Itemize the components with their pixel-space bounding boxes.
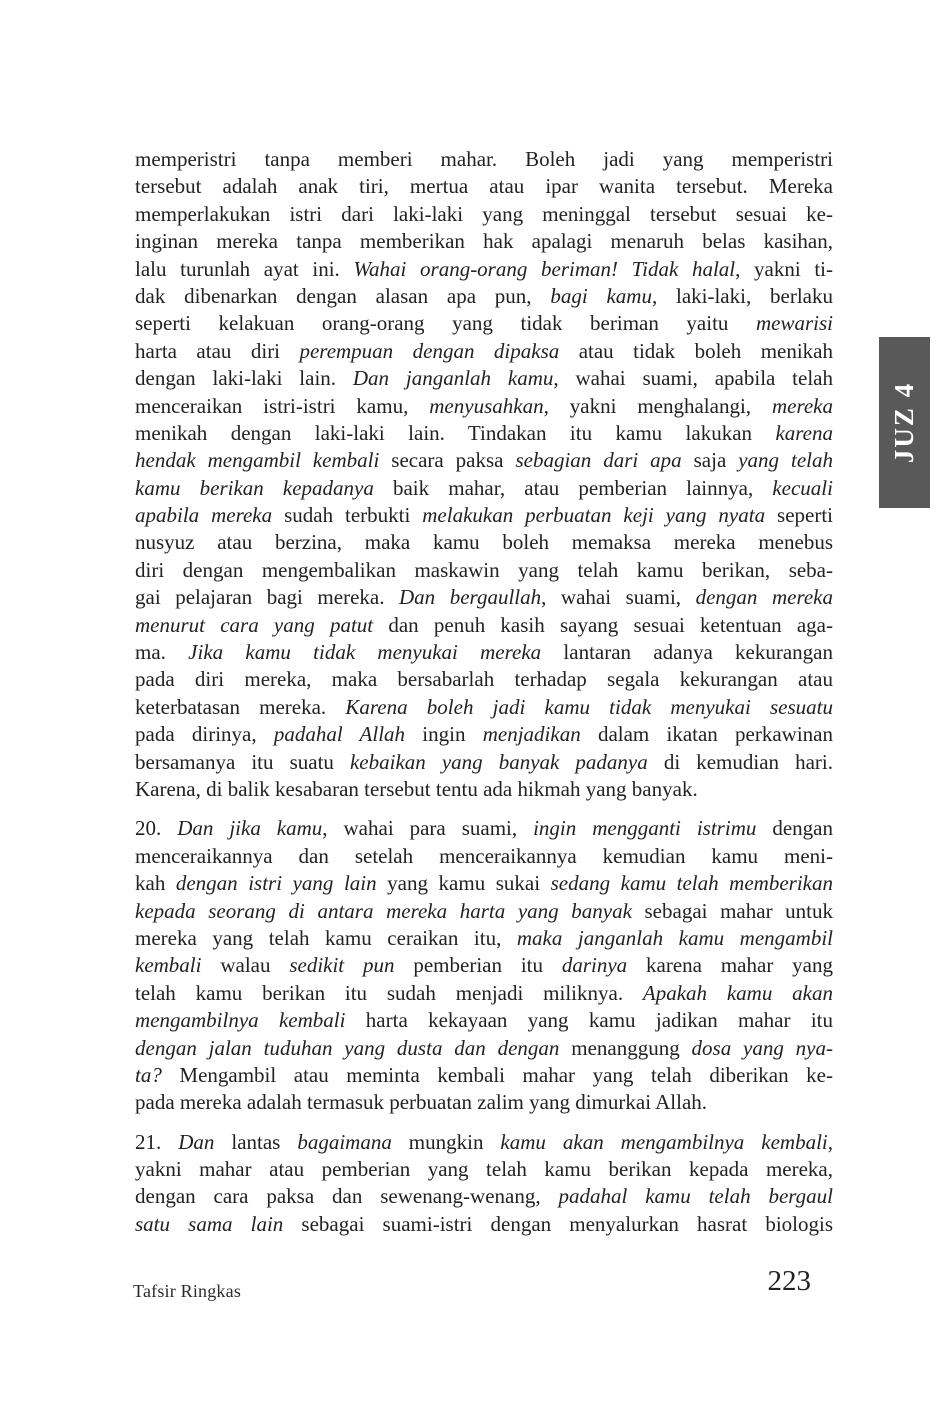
text-line bbox=[135, 420, 833, 447]
text-line bbox=[135, 310, 833, 337]
tafsir-text: atau tidak boleh menikah bbox=[559, 338, 833, 363]
quran-translation-text: kamu akan mengambilnya kembali, bbox=[500, 1129, 833, 1154]
text-line bbox=[135, 721, 833, 748]
quran-translation-text: dengan jalan tuduhan yang dusta dan dengan bbox=[135, 1035, 560, 1060]
tafsir-text: , laki-laki, berlaku bbox=[651, 283, 833, 308]
tafsir-text: yang kamu sukai bbox=[376, 871, 551, 896]
text-line bbox=[135, 898, 833, 925]
text-line bbox=[135, 173, 833, 200]
quran-translation-text: kamu berikan kepadanya bbox=[135, 475, 374, 500]
quran-translation-text: apabila mereka bbox=[135, 503, 273, 528]
tafsir-text: bersamanya itu suatu bbox=[135, 749, 350, 774]
quran-translation-text: darinya bbox=[561, 953, 628, 978]
tafsir-text: , yakni ti- bbox=[735, 256, 833, 281]
quran-translation-text: Dan bergaullah bbox=[399, 585, 542, 610]
tafsir-text: diri dengan mengembalikan maskawin yang telah kamu berikan, seba- bbox=[135, 557, 833, 582]
quran-translation-text: Jika kamu tidak menyukai mereka bbox=[188, 640, 542, 665]
text-line bbox=[135, 870, 833, 897]
tafsir-text: Mengambil atau meminta kembali mahar yang telah diberikan ke- bbox=[161, 1062, 833, 1087]
quran-translation-text: menjadikan bbox=[482, 722, 581, 747]
tafsir-text: sudah terbukti bbox=[272, 503, 423, 528]
quran-translation-text: bagaimana bbox=[297, 1129, 392, 1154]
tafsir-text: menikah dengan laki-laki lain. Tindakan itu kamu lakukan bbox=[135, 420, 776, 445]
tafsir-text: , wahai para suami, bbox=[322, 816, 534, 841]
tafsir-text: sebagai mahar untuk bbox=[631, 898, 833, 923]
tafsir-text: kah bbox=[135, 871, 176, 896]
quran-translation-text: Dan bbox=[178, 1129, 215, 1154]
text-line bbox=[135, 475, 833, 502]
quran-translation-text: mewarisi bbox=[755, 311, 833, 336]
text-line bbox=[135, 502, 833, 529]
quran-translation-text: maka janganlah kamu mengambil bbox=[516, 925, 833, 950]
text-line bbox=[135, 146, 833, 173]
tafsir-text: gai pelajaran bagi mereka. bbox=[135, 585, 400, 610]
text-line bbox=[135, 228, 833, 255]
tafsir-text: lantaran adanya kekurangan bbox=[541, 640, 833, 665]
quran-translation-text: menyusahkan bbox=[429, 393, 544, 418]
text-line bbox=[135, 256, 833, 283]
quran-translation-text: dengan istri yang lain bbox=[175, 871, 377, 896]
paragraph bbox=[135, 146, 833, 803]
text-line bbox=[135, 925, 833, 952]
text-line bbox=[135, 1062, 833, 1089]
quran-translation-text: ingin mengganti istrimu bbox=[533, 816, 757, 841]
quran-translation-text: padahal kamu telah bergaul bbox=[558, 1184, 833, 1209]
tafsir-text: tersebut adalah anak tiri, mertua atau ipar wanita tersebut. Mereka bbox=[135, 174, 833, 199]
quran-translation-text: dosa yang nya- bbox=[691, 1035, 833, 1060]
quran-translation-text: menurut cara yang patut bbox=[135, 612, 374, 637]
juz-tab-label: JUZ 4 bbox=[889, 381, 920, 464]
tafsir-text: lalu turunlah ayat ini. bbox=[135, 256, 354, 281]
body-text bbox=[135, 146, 833, 1250]
quran-translation-text: Dan janganlah kamu bbox=[352, 366, 554, 391]
tafsir-text: ma. bbox=[135, 640, 189, 665]
tafsir-text: di kemudian hari. bbox=[647, 749, 833, 774]
tafsir-text: dak dibenarkan dengan alasan apa pun, bbox=[135, 283, 551, 308]
text-line bbox=[135, 557, 833, 584]
tafsir-text: menanggung bbox=[559, 1035, 692, 1060]
quran-translation-text: kembali bbox=[135, 953, 202, 978]
text-line bbox=[135, 1211, 833, 1238]
text-line bbox=[135, 393, 833, 420]
tafsir-text: pada dirinya, bbox=[135, 722, 274, 747]
text-line bbox=[135, 1007, 833, 1034]
tafsir-text: mereka yang telah kamu ceraikan itu, bbox=[135, 925, 517, 950]
tafsir-text: lantas bbox=[214, 1129, 298, 1154]
text-line bbox=[135, 365, 833, 392]
text-line bbox=[135, 843, 833, 870]
quran-translation-text: perempuan dengan dipaksa bbox=[299, 338, 560, 363]
quran-translation-text: karena bbox=[775, 420, 833, 445]
quran-translation-text: Wahai orang-orang beriman! Tidak halal bbox=[353, 256, 736, 281]
text-line bbox=[135, 776, 833, 803]
tafsir-text: telah kamu berikan itu sudah menjadi miliknya. bbox=[135, 980, 643, 1005]
quran-translation-text: sebagian dari apa bbox=[515, 448, 682, 473]
text-line bbox=[135, 1035, 833, 1062]
quran-translation-text: kebaikan yang banyak padanya bbox=[349, 749, 648, 774]
text-line bbox=[135, 529, 833, 556]
tafsir-text: keterbatasan mereka. bbox=[135, 694, 346, 719]
page-number: 223 bbox=[767, 1265, 811, 1297]
paragraph bbox=[135, 815, 833, 1116]
tafsir-text: harta atau diri bbox=[135, 338, 300, 363]
quran-translation-text: padahal Allah bbox=[273, 722, 406, 747]
quran-translation-text: sedikit pun bbox=[289, 953, 395, 978]
quran-translation-text: ta? bbox=[135, 1062, 162, 1087]
quran-translation-text: sedang kamu telah memberikan bbox=[550, 871, 833, 896]
text-line bbox=[135, 666, 833, 693]
juz-tab bbox=[879, 337, 930, 508]
quran-translation-text: yang telah bbox=[738, 448, 833, 473]
tafsir-text: dengan bbox=[756, 816, 833, 841]
text-line bbox=[135, 952, 833, 979]
tafsir-text: karena mahar yang bbox=[627, 953, 833, 978]
quran-translation-text: Dan jika kamu bbox=[177, 816, 323, 841]
text-line bbox=[135, 1156, 833, 1183]
quran-translation-text: melakukan perbuatan keji yang nyata bbox=[422, 503, 766, 528]
tafsir-text: 20. bbox=[135, 816, 178, 841]
tafsir-text: saja bbox=[681, 448, 739, 473]
quran-translation-text: mengambilnya kembali bbox=[135, 1008, 346, 1033]
quran-translation-text: Apakah kamu akan bbox=[642, 980, 833, 1005]
tafsir-text: dalam ikatan perkawinan bbox=[580, 722, 833, 747]
tafsir-text: harta kekayaan yang kamu jadikan mahar itu bbox=[345, 1008, 833, 1033]
quran-translation-text: hendak mengambil kembali bbox=[135, 448, 380, 473]
text-line bbox=[135, 694, 833, 721]
quran-translation-text: kepada seorang di antara mereka harta yang banyak bbox=[135, 898, 632, 923]
tafsir-text: seperti bbox=[765, 503, 833, 528]
paragraph bbox=[135, 1129, 833, 1239]
text-line bbox=[135, 1089, 833, 1116]
text-line bbox=[135, 980, 833, 1007]
text-line bbox=[135, 283, 833, 310]
tafsir-text: memperistri tanpa memberi mahar. Boleh jadi yang memperistri bbox=[135, 147, 833, 171]
footer-book-title: Tafsir Ringkas bbox=[133, 1281, 242, 1301]
quran-translation-text: satu sama lain bbox=[135, 1211, 284, 1236]
text-line bbox=[135, 338, 833, 365]
tafsir-text: dengan laki-laki lain. bbox=[135, 366, 353, 391]
text-line bbox=[135, 1183, 833, 1210]
text-line bbox=[135, 749, 833, 776]
tafsir-text: , wahai suami, apabila telah bbox=[553, 366, 833, 391]
tafsir-text: menceraikannya dan setelah menceraikannya kemudian kamu meni- bbox=[135, 843, 833, 868]
tafsir-text: pemberian itu bbox=[394, 953, 562, 978]
text-line bbox=[135, 639, 833, 666]
tafsir-text: secara paksa bbox=[379, 448, 516, 473]
tafsir-text: inginan mereka tanpa memberikan hak apalagi menaruh belas kasihan, bbox=[135, 229, 833, 254]
tafsir-text: seperti kelakuan orang-orang yang tidak beriman yaitu bbox=[135, 311, 756, 336]
tafsir-text: sebagai suami-istri dengan menyalurkan hasrat biologis bbox=[283, 1211, 833, 1236]
tafsir-text: Karena, di balik kesabaran tersebut tentu ada hikmah yang banyak. bbox=[135, 776, 698, 801]
tafsir-text: pada diri mereka, maka bersabarlah terhadap segala kekurangan atau bbox=[135, 667, 833, 692]
tafsir-text: , yakni menghalangi, bbox=[543, 393, 772, 418]
text-line bbox=[135, 1129, 833, 1156]
text-line bbox=[135, 201, 833, 228]
tafsir-text: pada mereka adalah termasuk perbuatan zalim yang dimurkai Allah. bbox=[135, 1090, 708, 1115]
text-line bbox=[135, 612, 833, 639]
tafsir-text: dan penuh kasih sayang sesuai ketentuan aga- bbox=[373, 612, 833, 637]
tafsir-text: baik mahar, atau pemberian lainnya, bbox=[373, 475, 773, 500]
tafsir-text: yakni mahar atau pemberian yang telah kamu berikan kepada mereka, bbox=[135, 1157, 833, 1182]
quran-translation-text: mereka bbox=[771, 393, 833, 418]
quran-translation-text: bagi kamu bbox=[550, 283, 652, 308]
tafsir-text: nusyuz atau berzina, maka kamu boleh memaksa mereka menebus bbox=[135, 530, 833, 555]
quran-translation-text: dengan mereka bbox=[695, 585, 833, 610]
text-line bbox=[135, 447, 833, 474]
tafsir-text: 21. bbox=[135, 1129, 179, 1154]
text-line bbox=[135, 584, 833, 611]
tafsir-text: , wahai suami, bbox=[541, 585, 696, 610]
tafsir-text: menceraikan istri-istri kamu, bbox=[135, 393, 430, 418]
quran-translation-text: kecuali bbox=[772, 475, 833, 500]
quran-translation-text: Karena boleh jadi kamu tidak menyukai sesuatu bbox=[345, 694, 833, 719]
tafsir-text: ingin bbox=[405, 722, 483, 747]
tafsir-text: memperlakukan istri dari laki-laki yang meninggal tersebut sesuai ke- bbox=[135, 201, 833, 226]
tafsir-text: dengan cara paksa dan sewenang-wenang, bbox=[135, 1184, 559, 1209]
tafsir-text: mungkin bbox=[391, 1129, 501, 1154]
tafsir-text: walau bbox=[201, 953, 290, 978]
text-line bbox=[135, 815, 833, 842]
